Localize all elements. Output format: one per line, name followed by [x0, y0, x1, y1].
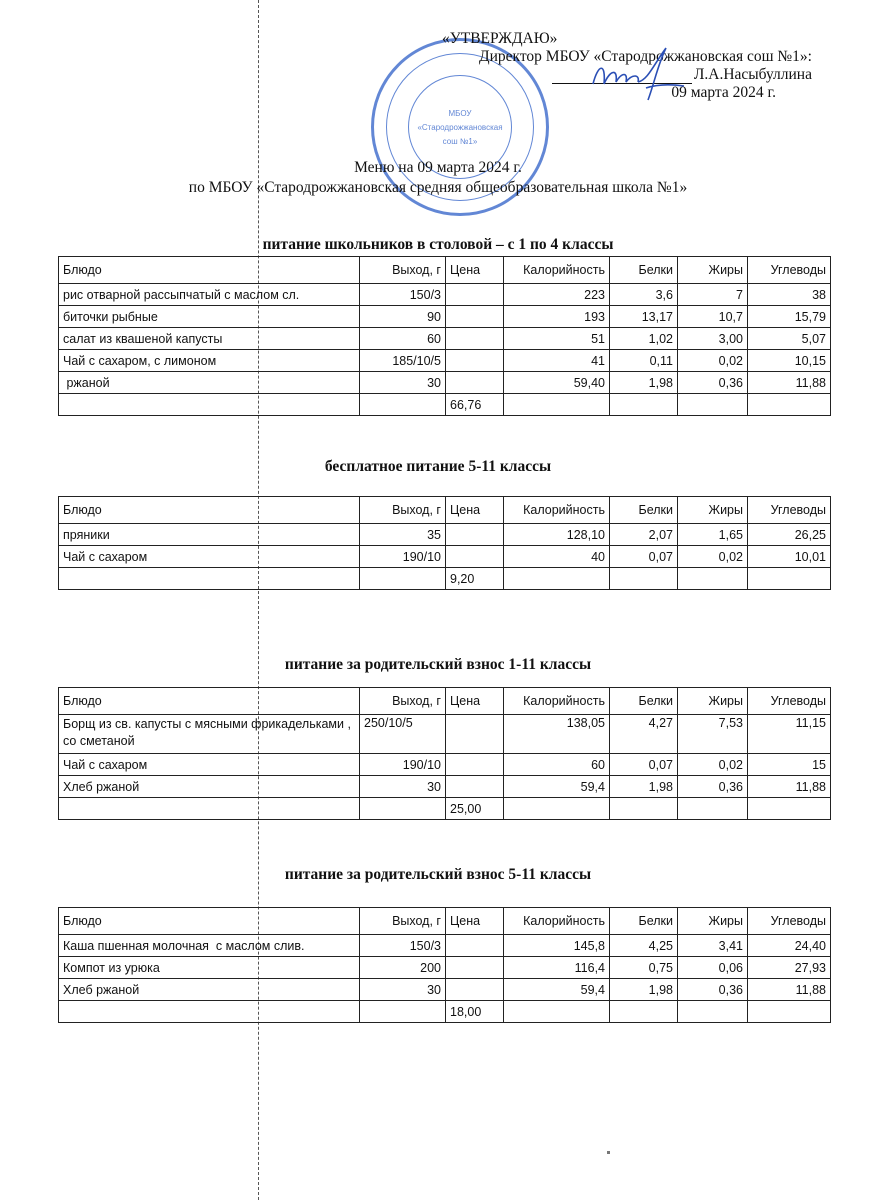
- protein: 3,6: [610, 284, 678, 306]
- fat: 7,53: [678, 715, 748, 754]
- scan-speck: [607, 1151, 610, 1154]
- dish-name: Хлеб ржаной: [59, 979, 360, 1001]
- fat: 0,36: [678, 979, 748, 1001]
- total-price: 25,00: [446, 798, 504, 820]
- table-row: [59, 306, 831, 328]
- empty-cell: [748, 1001, 831, 1023]
- protein: 4,25: [610, 935, 678, 957]
- total-row: [59, 568, 831, 590]
- portion: 190/10: [360, 546, 446, 568]
- carbs: 27,93: [748, 957, 831, 979]
- menu-title-line1: Меню на 09 марта 2024 г.: [354, 159, 522, 176]
- portion: 90: [360, 306, 446, 328]
- carbs: 11,88: [748, 979, 831, 1001]
- price: [446, 935, 504, 957]
- column-header: Цена: [446, 688, 504, 715]
- column-header: Цена: [446, 497, 504, 524]
- signatory-name: Л.А.Насыбуллина: [693, 66, 812, 83]
- empty-cell: [610, 394, 678, 416]
- dish-name: Компот из урюка: [59, 957, 360, 979]
- column-header: Выход, г: [360, 257, 446, 284]
- portion: 150/3: [360, 935, 446, 957]
- table-header-row: [59, 257, 831, 284]
- table-row: [59, 776, 831, 798]
- column-header: Жиры: [678, 257, 748, 284]
- calories: 40: [504, 546, 610, 568]
- table-row: [59, 524, 831, 546]
- carbs: 11,15: [748, 715, 831, 754]
- empty-cell: [610, 568, 678, 590]
- empty-cell: [504, 568, 610, 590]
- section-heading: питание за родительский взнос 5-11 классы: [284, 866, 592, 883]
- menu-title-line2: по МБОУ «Стародрожжановская средняя общеобразовательная школа №1»: [188, 179, 688, 196]
- column-header: Жиры: [678, 497, 748, 524]
- column-header: Калорийность: [504, 908, 610, 935]
- portion: 35: [360, 524, 446, 546]
- empty-cell: [360, 568, 446, 590]
- dish-name: Чай с сахаром, с лимоном: [59, 350, 360, 372]
- portion: 60: [360, 328, 446, 350]
- empty-cell: [59, 394, 360, 416]
- column-header: Калорийность: [504, 257, 610, 284]
- empty-cell: [748, 394, 831, 416]
- empty-cell: [59, 568, 360, 590]
- fat: 1,65: [678, 524, 748, 546]
- empty-cell: [678, 568, 748, 590]
- column-header: Углеводы: [748, 908, 831, 935]
- column-header: Белки: [610, 497, 678, 524]
- menu-table: [58, 687, 831, 820]
- column-header: Выход, г: [360, 688, 446, 715]
- calories: 59,4: [504, 979, 610, 1001]
- protein: 1,02: [610, 328, 678, 350]
- dish-name: Чай с сахаром: [59, 546, 360, 568]
- stamp-line: МБОУ: [448, 109, 472, 118]
- portion: 30: [360, 979, 446, 1001]
- table-header-row: [59, 688, 831, 715]
- approval-date: 09 марта 2024 г.: [671, 84, 776, 101]
- carbs: 5,07: [748, 328, 831, 350]
- column-header: Блюдо: [59, 908, 360, 935]
- price: [446, 306, 504, 328]
- price: [446, 957, 504, 979]
- column-header: Жиры: [678, 688, 748, 715]
- table-row: [59, 546, 831, 568]
- carbs: 10,01: [748, 546, 831, 568]
- dish-name: биточки рыбные: [59, 306, 360, 328]
- protein: 1,98: [610, 776, 678, 798]
- column-header: Выход, г: [360, 908, 446, 935]
- column-header: Калорийность: [504, 497, 610, 524]
- empty-cell: [678, 1001, 748, 1023]
- empty-cell: [678, 394, 748, 416]
- stamp-line: «Стародрожжановская: [417, 123, 503, 132]
- table-row: [59, 979, 831, 1001]
- price: [446, 524, 504, 546]
- director-line: Директор МБОУ «Стародрожжановская сош №1»:: [479, 48, 812, 65]
- stamp-center-text: [374, 107, 546, 149]
- fat: 10,7: [678, 306, 748, 328]
- menu-title: [0, 158, 876, 198]
- fat: 3,00: [678, 328, 748, 350]
- portion: 185/10/5: [360, 350, 446, 372]
- fat: 7: [678, 284, 748, 306]
- fat: 3,41: [678, 935, 748, 957]
- protein: 13,17: [610, 306, 678, 328]
- empty-cell: [610, 1001, 678, 1023]
- portion: 250/10/5: [360, 715, 446, 754]
- table-row: [59, 372, 831, 394]
- total-row: [59, 1001, 831, 1023]
- calories: 59,4: [504, 776, 610, 798]
- dish-name: ржаной: [59, 372, 360, 394]
- table-row: [59, 935, 831, 957]
- calories: 145,8: [504, 935, 610, 957]
- carbs: 10,15: [748, 350, 831, 372]
- dish-name: Борщ из св. капусты с мясными фрикадельками , со сметаной: [59, 715, 360, 754]
- column-header: Углеводы: [748, 688, 831, 715]
- carbs: 26,25: [748, 524, 831, 546]
- column-header: Цена: [446, 908, 504, 935]
- signature-scribble: [588, 44, 688, 104]
- fat: 0,02: [678, 546, 748, 568]
- price: [446, 546, 504, 568]
- portion: 200: [360, 957, 446, 979]
- column-header: Жиры: [678, 908, 748, 935]
- total-row: [59, 394, 831, 416]
- price: [446, 350, 504, 372]
- table-row: [59, 957, 831, 979]
- empty-cell: [504, 1001, 610, 1023]
- column-header: Цена: [446, 257, 504, 284]
- protein: 0,11: [610, 350, 678, 372]
- empty-cell: [610, 798, 678, 820]
- table-row: [59, 350, 831, 372]
- carbs: 15: [748, 754, 831, 776]
- total-price: 18,00: [446, 1001, 504, 1023]
- calories: 116,4: [504, 957, 610, 979]
- column-header: Выход, г: [360, 497, 446, 524]
- section-heading: бесплатное питание 5-11 классы: [324, 458, 552, 475]
- table-row: [59, 284, 831, 306]
- dish-name: салат из квашеной капусты: [59, 328, 360, 350]
- price: [446, 754, 504, 776]
- empty-cell: [748, 568, 831, 590]
- dish-name: Хлеб ржаной: [59, 776, 360, 798]
- portion: 30: [360, 372, 446, 394]
- fat: 0,02: [678, 754, 748, 776]
- empty-cell: [360, 1001, 446, 1023]
- approve-label: «УТВЕРЖДАЮ»: [442, 30, 558, 47]
- table-header-row: [59, 497, 831, 524]
- fat: 0,02: [678, 350, 748, 372]
- section-heading: питание за родительский взнос 1-11 классы: [284, 656, 592, 673]
- carbs: 38: [748, 284, 831, 306]
- portion: 150/3: [360, 284, 446, 306]
- price: [446, 328, 504, 350]
- calories: 60: [504, 754, 610, 776]
- fat: 0,36: [678, 372, 748, 394]
- table-row: [59, 328, 831, 350]
- price: [446, 776, 504, 798]
- portion: 190/10: [360, 754, 446, 776]
- calories: 138,05: [504, 715, 610, 754]
- carbs: 15,79: [748, 306, 831, 328]
- column-header: Углеводы: [748, 497, 831, 524]
- column-header: Углеводы: [748, 257, 831, 284]
- protein: 0,75: [610, 957, 678, 979]
- price: [446, 979, 504, 1001]
- table-row: [59, 754, 831, 776]
- fat: 0,36: [678, 776, 748, 798]
- empty-cell: [504, 798, 610, 820]
- column-header: Белки: [610, 688, 678, 715]
- total-price: 9,20: [446, 568, 504, 590]
- calories: 59,40: [504, 372, 610, 394]
- protein: 0,07: [610, 546, 678, 568]
- table-header-row: [59, 908, 831, 935]
- dish-name: Каша пшенная молочная с маслом слив.: [59, 935, 360, 957]
- protein: 2,07: [610, 524, 678, 546]
- calories: 223: [504, 284, 610, 306]
- column-header: Белки: [610, 257, 678, 284]
- fat: 0,06: [678, 957, 748, 979]
- dish-name: пряники: [59, 524, 360, 546]
- empty-cell: [748, 798, 831, 820]
- section-heading: питание школьников в столовой – с 1 по 4 классы: [262, 236, 614, 253]
- protein: 4,27: [610, 715, 678, 754]
- portion: 30: [360, 776, 446, 798]
- column-header: Блюдо: [59, 688, 360, 715]
- protein: 1,98: [610, 979, 678, 1001]
- dish-name: Чай с сахаром: [59, 754, 360, 776]
- price: [446, 715, 504, 754]
- calories: 193: [504, 306, 610, 328]
- calories: 128,10: [504, 524, 610, 546]
- table-row: [59, 715, 831, 754]
- empty-cell: [678, 798, 748, 820]
- calories: 41: [504, 350, 610, 372]
- column-header: Блюдо: [59, 257, 360, 284]
- price: [446, 372, 504, 394]
- carbs: 11,88: [748, 776, 831, 798]
- empty-cell: [59, 798, 360, 820]
- empty-cell: [360, 798, 446, 820]
- menu-table: [58, 496, 831, 590]
- dish-name: рис отварной рассыпчатый с маслом сл.: [59, 284, 360, 306]
- total-row: [59, 798, 831, 820]
- protein: 1,98: [610, 372, 678, 394]
- column-header: Блюдо: [59, 497, 360, 524]
- price: [446, 284, 504, 306]
- column-header: Калорийность: [504, 688, 610, 715]
- menu-table: [58, 907, 831, 1023]
- menu-table: [58, 256, 831, 416]
- empty-cell: [360, 394, 446, 416]
- empty-cell: [59, 1001, 360, 1023]
- carbs: 24,40: [748, 935, 831, 957]
- protein: 0,07: [610, 754, 678, 776]
- calories: 51: [504, 328, 610, 350]
- total-price: 66,76: [446, 394, 504, 416]
- empty-cell: [504, 394, 610, 416]
- column-header: Белки: [610, 908, 678, 935]
- carbs: 11,88: [748, 372, 831, 394]
- stamp-line: сош №1»: [442, 137, 478, 146]
